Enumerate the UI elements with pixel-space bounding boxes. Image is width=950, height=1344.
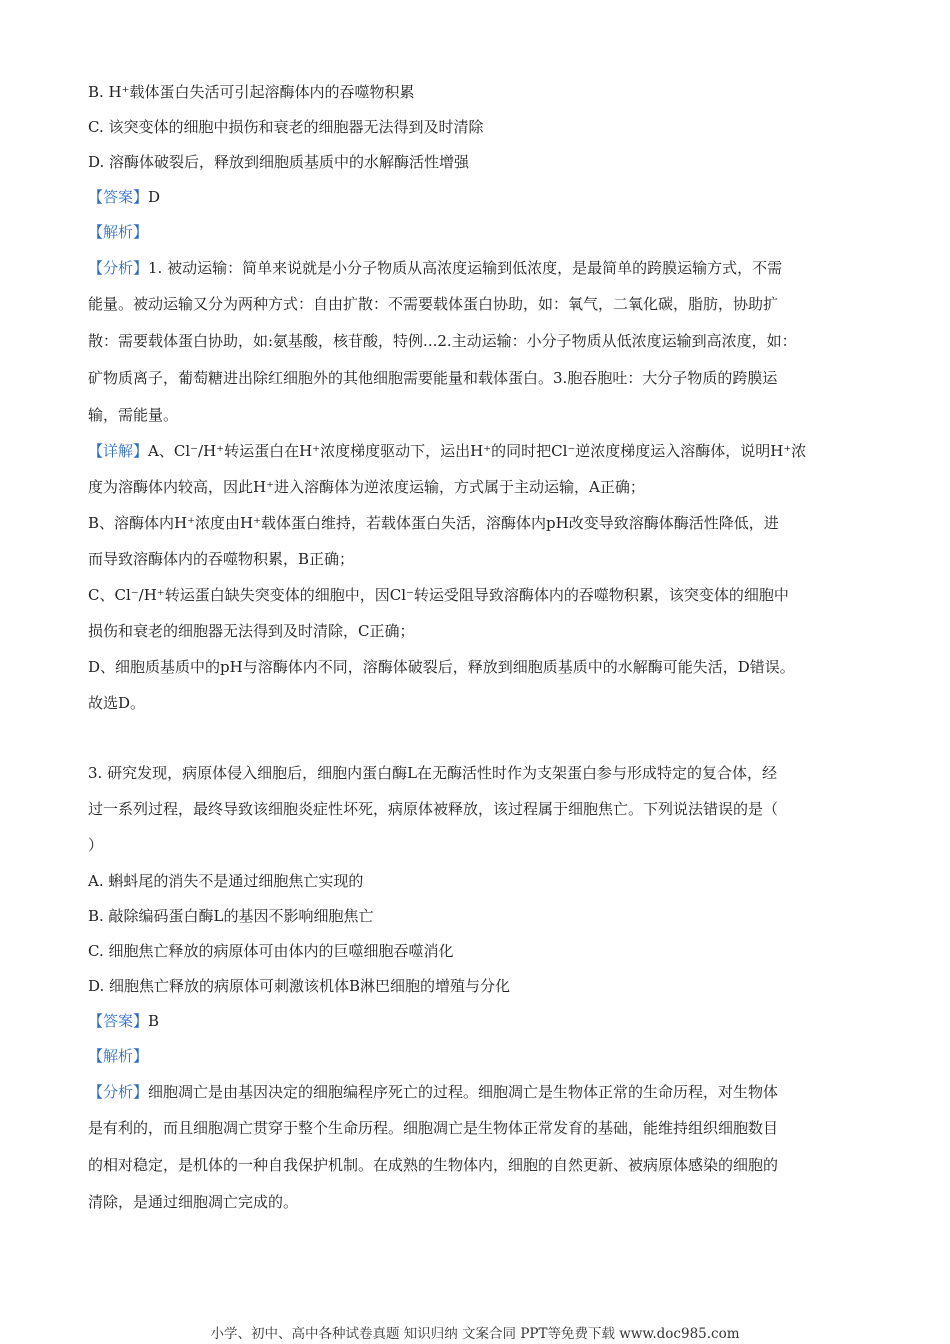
- analysis-label: 【解析】: [88, 1047, 149, 1065]
- detail-line: 损伤和衰老的细胞器无法得到及时清除，C正确；: [88, 622, 415, 640]
- answer-label: 【答案】D: [88, 188, 161, 206]
- detail-line: 而导致溶酶体内的吞噬物积累，B正确；: [88, 550, 355, 568]
- option-c: C. 细胞焦亡释放的病原体可由体内的巨噬细胞吞噬消化: [88, 942, 454, 960]
- detail-line: 故选D。: [88, 694, 146, 712]
- analysis-line: 清除，是通过细胞凋亡完成的。: [88, 1193, 299, 1211]
- answer-label: 【答案】B: [88, 1012, 160, 1030]
- option-d: D. 溶酶体破裂后，释放到细胞质基质中的水解酶活性增强: [88, 153, 470, 171]
- analysis-line: 【分析】1. 被动运输：简单来说就是小分子物质从高浓度运输到低浓度，是最简单的跨膜运输方式，不需: [88, 259, 783, 277]
- option-b: B. 敲除编码蛋白酶L的基因不影响细胞焦亡: [88, 907, 374, 925]
- option-d: D. 细胞焦亡释放的病原体可刺激该机体B淋巴细胞的增殖与分化: [88, 977, 511, 995]
- detail-line: D、细胞质基质中的pH与溶酶体内不同，溶酶体破裂后，释放到细胞质基质中的水解酶可能失活，D错误。: [88, 658, 795, 676]
- analysis-line: 矿物质离子，葡萄糖进出除红细胞外的其他细胞需要能量和载体蛋白。3.胞吞胞吐：大分子物质的跨膜运: [88, 369, 778, 387]
- analysis-line: 能量。被动运输又分为两种方式：自由扩散：不需要载体蛋白协助，如：氧气，二氧化碳，脂肪，协助扩: [88, 295, 779, 313]
- analysis-line: 是有利的，而且细胞凋亡贯穿于整个生命历程。细胞凋亡是生物体正常发育的基础，能维持组织细胞数目: [88, 1119, 779, 1137]
- option-a: A. 蝌蚪尾的消失不是通过细胞焦亡实现的: [88, 872, 364, 890]
- footer-banner: 小学、初中、高中各种试卷真题 知识归纳 文案合同 PPT等免费下载 www.doc985.com: [210, 1326, 740, 1342]
- option-c: C. 该突变体的细胞中损伤和衰老的细胞器无法得到及时清除: [88, 118, 484, 136]
- analysis-line: 散：需要载体蛋白协助，如:氨基酸，核苷酸，特例...2.主动运输：小分子物质从低浓度运输到高浓度，如：: [88, 332, 797, 350]
- detail-line: 【详解】A、Cl⁻/H⁺转运蛋白在H⁺浓度梯度驱动下，运出H⁺的同时把Cl⁻逆浓度梯度运入溶酶体，说明H⁺浓: [88, 442, 807, 460]
- detail-line: C、Cl⁻/H⁺转运蛋白缺失突变体的细胞中，因Cl⁻转运受阻导致溶酶体内的吞噬物积累，该突变体的细胞中: [88, 586, 789, 604]
- question-3-stem: 过一系列过程，最终导致该细胞炎症性坏死，病原体被释放，该过程属于细胞焦亡。下列说法错误的是（: [88, 800, 779, 818]
- question-3-stem: 3. 研究发现，病原体侵入细胞后，细胞内蛋白酶L在无酶活性时作为支架蛋白参与形成特定的复合体，经: [88, 764, 778, 782]
- option-b: B. H⁺载体蛋白失活可引起溶酶体内的吞噬物积累: [88, 83, 415, 101]
- analysis-line: 输，需能量。: [88, 406, 179, 424]
- question-3-stem: ）: [88, 836, 104, 854]
- analysis-line: 【分析】细胞凋亡是由基因决定的细胞编程序死亡的过程。细胞凋亡是生物体正常的生命历程，对生物体: [88, 1083, 779, 1101]
- detail-line: B、溶酶体内H⁺浓度由H⁺载体蛋白维持，若载体蛋白失活，溶酶体内pH改变导致溶酶体酶活性降低，进: [88, 514, 779, 532]
- analysis-line: 的相对稳定，是机体的一种自我保护机制。在成熟的生物体内，细胞的自然更新、被病原体感染的细胞的: [88, 1156, 779, 1174]
- detail-line: 度为溶酶体内较高，因此H⁺进入溶酶体为逆浓度运输，方式属于主动运输，A正确；: [88, 478, 645, 496]
- analysis-label: 【解析】: [88, 223, 149, 241]
